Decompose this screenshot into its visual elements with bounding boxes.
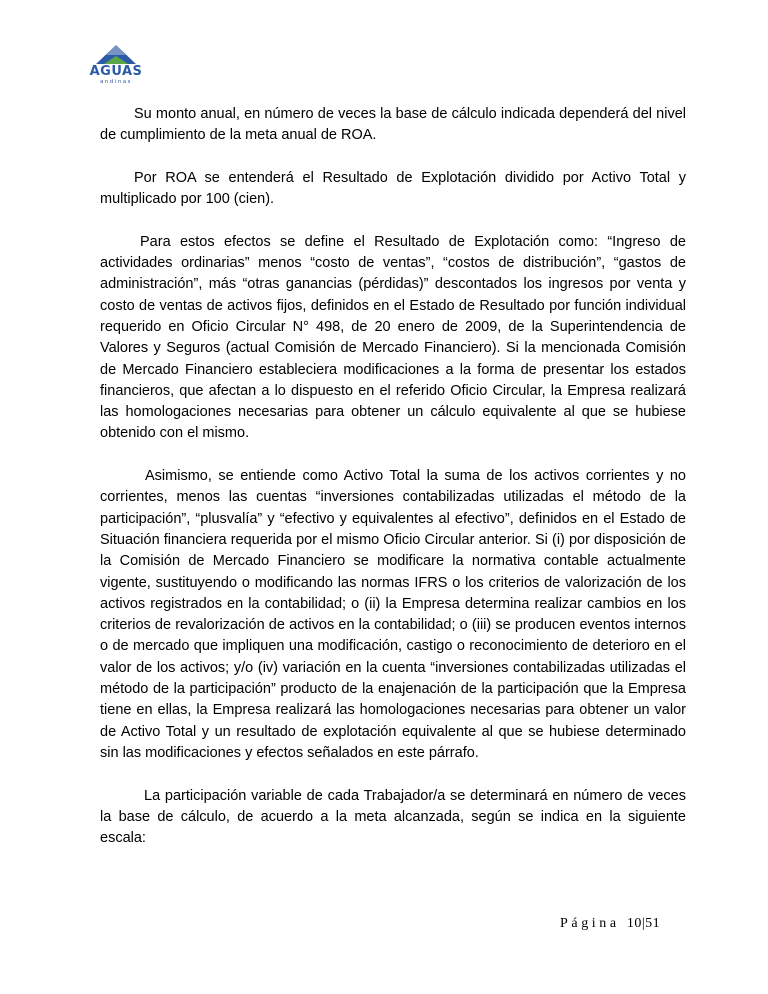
- page-footer: [560, 916, 660, 932]
- paragraph-roa-amount: Su monto anual, en número de veces la base de cálculo indicada dependerá del nivel de cumplimiento de la meta anual de ROA.: [100, 106, 686, 144]
- page-separator: |: [641, 916, 646, 931]
- logo-wordmark: AGUAS: [89, 64, 143, 79]
- paragraph-activo-total: Asimismo, se entiende como Activo Total la suma de los activos corrientes y no corrientes, menos las cuentas “inversiones contabilizadas utilizadas el método de la participación”, “plusvalía” y “efectivo y equivalentes al efectivo”, definidos en el Estado de Situación financiera requerida por el mismo Oficio Circular anterior. Si (i) por disposición de la Comisión de Mercado Financiero se modificare la normativa contable actualmente vigente, sustituyendo o modificando las normas IFRS o los criterios de valorización de los activos registrados en la contabilidad; o (ii) la Empresa determina realizar cambios en los criterios de revalorización de activos en la contabilidad; o (iii) se producen eventos internos o de mercado que impliquen una modificación, castigo o reconocimiento de deterioro en el valor de los activos; y/o (iv) variación en la cuenta “inversiones contabilizadas utilizadas el método de la participación” producto de la enajenación de la participación que la Empresa tiene en ellas, la Empresa realizará las homologaciones necesarias para obtener un valor de Activo Total y un resultado de explotación equivalente al que se hubiese determinado sin las modificaciones y efectos señalados en este párrafo.: [100, 468, 686, 761]
- body-text: [100, 104, 686, 871]
- total-pages: 51: [645, 916, 661, 931]
- paragraph-resultado-explotacion: Para estos efectos se define el Resultado de Explotación como: “Ingreso de actividades ordinarias” menos “costo de ventas”, “costos de distribución”, “gastos de administración”, más “otras ganancias (pérdidas)” descontados los ingresos por venta y costo de ventas de activos fijos, definidos en el Estado de Resultado por función individual requerido en Oficio Circular N° 498, de 20 enero de 2009, de la Superintendencia de Valores y Seguros (actual Comisión de Mercado Financiero). Si la mencionada Comisión de Mercado Financiero estableciera modificaciones a la forma de presentar los estados financieros, que afectan a lo dispuesto en el referido Oficio Circular, la Empresa realizará las homologaciones necesarias para obtener un cálculo equivalente al que se hubiese obtenido con el mismo.: [100, 233, 686, 442]
- page-label: Página: [560, 916, 620, 931]
- paragraph-roa-definition: Por ROA se entenderá el Resultado de Explotación dividido por Activo Total y multiplicado por 100 (cien).: [100, 169, 686, 208]
- logo-subtext: andinas: [99, 79, 133, 85]
- mountain-drop-icon: [92, 44, 140, 66]
- page-number: 10: [626, 916, 642, 931]
- paragraph-participacion-variable: La participación variable de cada Trabajador/a se determinará en número de veces la base de cálculo, de acuerdo a la meta alcanzada, según se indica en la siguiente escala:: [100, 787, 686, 847]
- aguas-andinas-logo: [86, 44, 146, 90]
